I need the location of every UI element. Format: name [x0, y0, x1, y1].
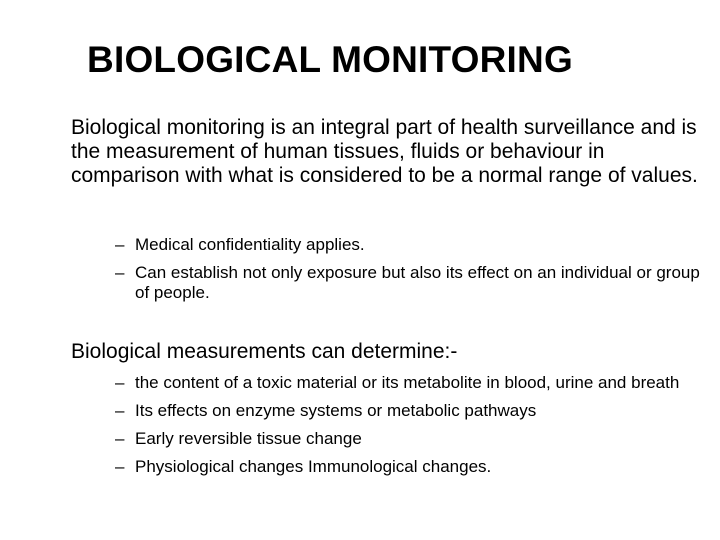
list-item-text: Physiological changes Immunological changes. [135, 457, 492, 476]
dash-bullet: – [115, 235, 125, 254]
list-item [115, 235, 705, 255]
list-item-text: Early reversible tissue change [135, 429, 362, 448]
list-item-text: Its effects on enzyme systems or metabolic pathways [135, 401, 537, 420]
dash-bullet: – [115, 457, 125, 476]
dash-bullet: – [115, 263, 125, 282]
dash-bullet: – [115, 401, 125, 420]
list-item [115, 401, 705, 421]
slide-title [0, 38, 720, 82]
dash-bullet: – [115, 373, 125, 392]
monitoring-points-list [115, 235, 705, 311]
list-item-text: Can establish not only exposure but also its effect on an individual or group of people. [135, 263, 700, 302]
slide-title-text: BIOLOGICAL MONITORING [87, 39, 573, 80]
dash-bullet: – [115, 429, 125, 448]
list-item [115, 429, 705, 449]
list-item [115, 373, 705, 393]
intro-paragraph: Biological monitoring is an integral part of health surveillance and is the measurement of human tissues, fluids or behaviour in comparison with what is considered to be a normal range of values. [71, 116, 698, 187]
list-item-text: the content of a toxic material or its metabolite in blood, urine and breath [135, 373, 680, 392]
list-item [115, 457, 705, 477]
list-item-text: Medical confidentiality applies. [135, 235, 365, 254]
measurements-list [115, 373, 705, 485]
list-item [115, 263, 705, 303]
measurements-paragraph: Biological measurements can determine:- [71, 340, 458, 363]
